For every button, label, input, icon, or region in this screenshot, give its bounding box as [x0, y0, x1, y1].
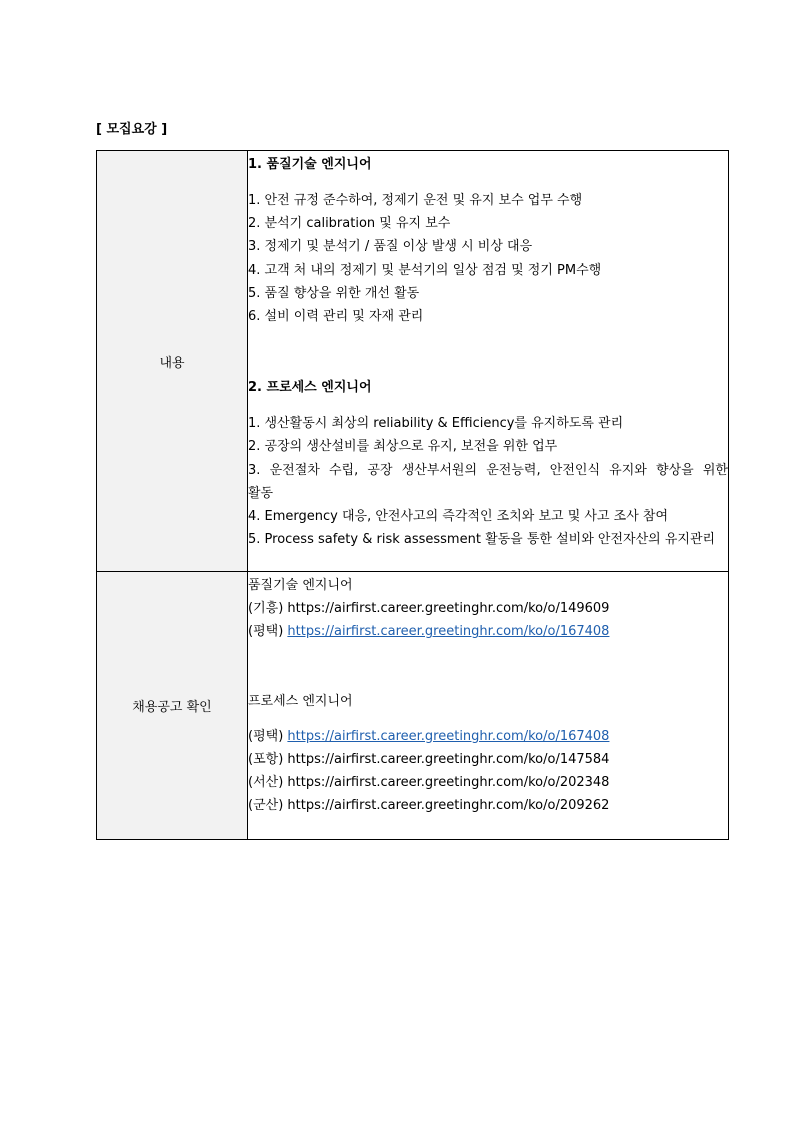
group-title-quality: 품질기술 엔지니어 — [248, 578, 353, 593]
site-label: (평택) — [248, 728, 284, 744]
list-item: 2. 공장의 생산설비를 최상으로 유지, 보전을 위한 업무 — [248, 439, 558, 455]
posting-link[interactable]: https://airfirst.career.greetinghr.com/ko/o/167408 — [287, 624, 610, 640]
site-label: (기흥) — [248, 601, 284, 617]
section-heading: [ 모집요강 ] — [96, 122, 168, 137]
posting-line — [248, 620, 728, 643]
list-item: 2. 분석기 calibration 및 유지 보수 — [248, 216, 451, 232]
site-label: (서산) — [248, 775, 284, 791]
list-item: 1. 생산활동시 최상의 reliability & Efficiency를 유지하도록 관리 — [248, 416, 624, 432]
posting-url: https://airfirst.career.greetinghr.com/ko/o/149609 — [287, 601, 610, 617]
list-item-continuation: 활동 — [248, 485, 274, 501]
content-cell — [248, 151, 729, 572]
recruitment-table — [96, 150, 729, 840]
list-item: 6. 설비 이력 관리 및 자재 관리 — [248, 309, 424, 325]
posting-line — [248, 597, 728, 620]
posting-url: https://airfirst.career.greetinghr.com/ko/o/209262 — [287, 798, 610, 814]
row-label-postings: 채용공고 확인 — [97, 572, 248, 840]
table-row-postings — [97, 572, 729, 840]
posting-line — [248, 748, 728, 771]
site-label: (군산) — [248, 798, 284, 814]
site-label: (평택) — [248, 624, 284, 640]
list-item: 5. Process safety & risk assessment 활동을 통한 설비와 안전자산의 유지관리 — [248, 532, 716, 548]
table-row-content — [97, 151, 729, 572]
row-label-content: 내용 — [97, 151, 248, 572]
list-item: 3. 운전절차 수립, 공장 생산부서원의 운전능력, 안전인식 유지와 향상을 위한 — [248, 462, 728, 478]
posting-url: https://airfirst.career.greetinghr.com/ko/o/147584 — [287, 752, 610, 768]
group-title-process: 프로세스 엔지니어 — [248, 693, 353, 709]
site-label: (포항) — [248, 752, 284, 768]
posting-line — [248, 794, 728, 817]
list-item: 3. 정제기 및 분석기 / 품질 이상 발생 시 비상 대응 — [248, 239, 533, 255]
section-title-process: 2. 프로세스 엔지니어 — [248, 380, 372, 396]
list-item: 4. 고객 처 내의 정제기 및 분석기의 일상 점검 및 정기 PM수행 — [248, 262, 602, 278]
postings-cell — [248, 572, 729, 840]
list-item: 1. 안전 규정 준수하여, 정제기 운전 및 유지 보수 업무 수행 — [248, 193, 583, 208]
posting-line — [248, 725, 728, 748]
posting-url: https://airfirst.career.greetinghr.com/ko/o/202348 — [287, 775, 610, 791]
list-item: 4. Emergency 대응, 안전사고의 즉각적인 조치와 보고 및 사고 조사 참여 — [248, 509, 669, 525]
section-title-quality: 1. 품질기술 엔지니어 — [248, 157, 372, 172]
list-item: 5. 품질 향상을 위한 개선 활동 — [248, 285, 420, 301]
posting-link[interactable]: https://airfirst.career.greetinghr.com/ko/o/167408 — [287, 728, 610, 744]
posting-line — [248, 771, 728, 794]
